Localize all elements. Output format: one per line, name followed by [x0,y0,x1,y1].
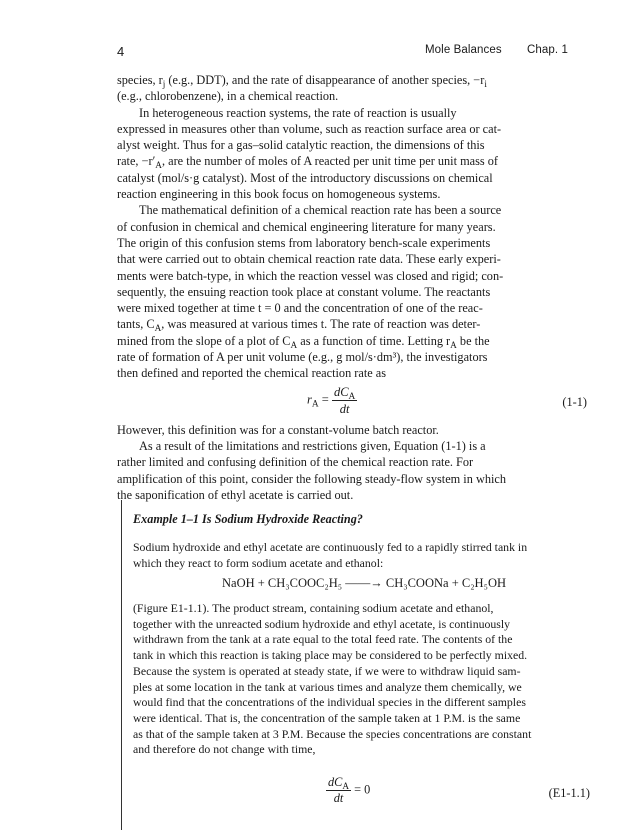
text-line: (e.g., chlorobenzene), in a chemical reaction. [117,89,339,104]
text-line: of confusion in chemical and chemical engineering literature for many years. [117,219,496,234]
text-line: Sodium hydroxide and ethyl acetate are continuously fed to a rapidly stirred tank in [133,540,528,554]
text-line: alyst weight. Thus for a gas–solid catalytic reaction, the dimensions of this [117,138,485,153]
text-line: together with the unreacted sodium hydroxide and ethyl acetate, is continuously [133,616,511,631]
text-line: rate, $-r'_A$ , are the number of moles of A reacted per unit time per unit mass of [117,154,498,171]
text-line: ments were batch-type, in which the reaction vessel was closed and rigid; con- [117,268,504,283]
text-line: reaction engineering in this book focus on homogeneous systems. [117,187,441,202]
text-line: Because the system is operated at steady state, if we were to withdraw liquid sam- [133,663,521,678]
text-line: amplification of this point, consider the following steady-flow system in which [117,471,506,486]
equation-1-1 [117,382,587,422]
text-line: (Figure E1-1.1). The product stream, containing sodium acetate and ethanol, [133,601,494,615]
text-line: The mathematical definition of a chemical reaction rate has been a source [139,203,502,218]
text-line: as that of the sample taken at 3 P.M. Because the species concentrations are constant [133,726,532,741]
text-line: As a result of the limitations and restrictions given, Equation (1-1) is a [139,438,486,453]
equation-e1-1-1 [133,775,590,815]
example-body [133,601,590,758]
text-line: tants, $C_A$ , was measured at various times t. The rate of reaction was deter- [117,317,481,334]
text-line: rather limited and confusing definition of the chemical reaction rate. For [117,455,474,470]
section-title: Mole Balances [425,44,502,56]
example-title: Example 1–1 Is Sodium Hydroxide Reacting? [133,512,363,526]
example-intro [133,540,590,571]
text-line: that were carried out to obtain chemical reaction rate data. These early experi- [117,252,501,267]
text-line: then defined and reported the chemical reaction rate as [117,366,387,381]
main-text [117,72,587,503]
running-header [425,44,568,56]
fraction: $r_A$ = $dC_A$ dt [307,384,356,416]
text-line: species, $r_j$ (e.g., DDT), and the rate of disappearance of another species, $-r_i$ [117,73,487,89]
fraction: $dC_A$ dt = 0 [328,775,371,805]
text-line: and therefore do not change with time, [133,742,316,757]
text-line: which they react to form sodium acetate and ethanol: [133,555,384,570]
text-line: the saponification of ethyl acetate is carried out. [117,487,354,502]
text-line: In heterogeneous reaction systems, the rate of reaction is usually [139,105,457,120]
text-line: sequently, the ensuing reaction took place at constant volume. The reactants [117,284,491,299]
equation-tag: (1-1) [562,394,587,409]
text-line: expressed in measures other than volume, such as reaction surface area or cat- [117,121,502,136]
text-line: were mixed together at time t = 0 and the concentration of one of the reac- [117,301,483,316]
text-line: rate of formation of A per unit volume (e.g., g mol/s·dm³), the investigators [117,350,488,365]
page-number: 4 [117,44,125,59]
equation-tag: (E1-1.1) [548,786,590,800]
text-line: withdrawn from the tank at a rate equal to the total feed rate. The contents of the [133,632,513,647]
text-line: were identical. That is, the concentration of the sample taken at 1 P.M. is the same [133,710,521,725]
text-line: ples at some location in the tank at various times and analyze them chemically, we [133,679,522,694]
text-line: catalyst (mol/s·g catalyst). Most of the introductory discussions on chemical [117,170,493,185]
text-line: tank in which this reaction is taking place may be considered to be perfectly mixed. [133,648,528,663]
text-line: would find that the concentrations of the individual species in the different samples [133,695,526,710]
text-line: However, this definition was for a constant-volume batch reactor. [117,422,439,437]
text-line: mined from the slope of a plot of $C_A$ as a function of time. Letting $r_A$ be the [117,333,490,350]
text-line: The origin of this confusion stems from laboratory bench-scale experiments [117,235,491,250]
reaction-equation: NaOH + CH₃COOC₂H₅ ——→ CH₃COONa + C₂H₅OH [222,576,506,590]
chapter-label: Chap. 1 [527,44,569,56]
